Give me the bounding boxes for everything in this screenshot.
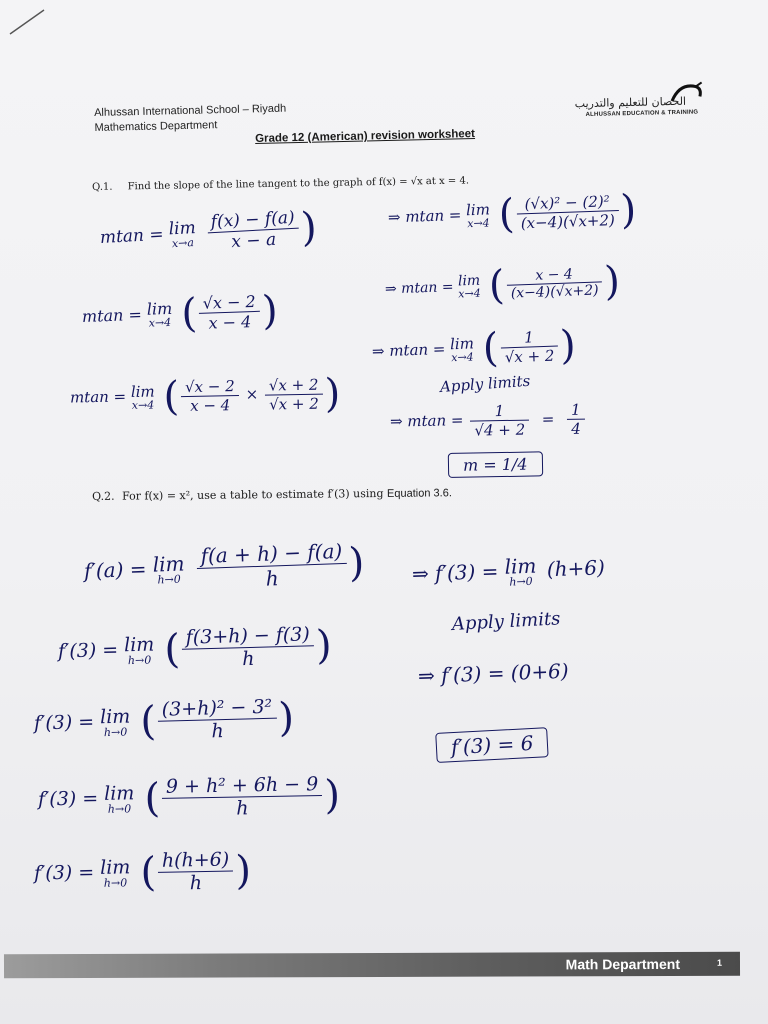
question-1-prompt: [92, 175, 469, 193]
q1-apply-limits: Apply limits: [439, 371, 531, 396]
pencil-mark-icon: [8, 6, 48, 36]
logo-english-text: ALHUSSAN EDUCATION & TRAINING: [585, 109, 699, 119]
q1-step-left-1: mtan = lim x→a $\frac{f(x) - f(a)}{x - a}$ ): [99, 204, 318, 253]
question-2-text-b: use a table to estimate f′(3) using: [197, 486, 384, 502]
question-2-number: Q.2.: [92, 489, 115, 503]
question-2-text-a: For f(x) = x²,: [121, 488, 194, 503]
page-footer: [4, 952, 740, 979]
page-number: 1: [716, 957, 723, 968]
q1-step-left-3: mtan = lim x→4 ( $\frac{√x - 2}{x - 4}$ × $\frac{√x + 2}{√x + 2}$ ): [69, 370, 341, 420]
q2-step-left-4: f′(3) = lim h→0 ( $\frac{\text{9 + h² + 6h − 9}}{h}$ ): [37, 772, 341, 822]
school-header: [94, 102, 287, 136]
q2-step-left-3: f′(3) = lim h→0 ( $\frac{\text{(3+h)² − 3²}}{h}$ ): [33, 694, 295, 745]
question-2-text-c: Equation 3.6.: [386, 487, 452, 500]
question-2-prompt: [92, 486, 452, 503]
q1-final-step: ⇒ mtan = $\frac{1}{√4 + 2}$ = $\frac{1}{4}$: [390, 401, 587, 441]
q2-step-right-1: ⇒ f′(3) = lim h→0 (h+6): [411, 553, 606, 589]
school-logo: [556, 78, 707, 123]
q2-answer-box: [435, 730, 549, 760]
q1-step-right-2: ⇒ mtan = lim x→4 ( $\frac{x - 4}{(x-4)(√x+2)}$ ): [384, 258, 621, 309]
footer-label: Math Department: [565, 955, 681, 973]
q2-apply-limits: Apply limits: [451, 608, 561, 635]
school-name: Alhussan International School – Riyadh: [94, 102, 287, 119]
q2-step-right-2: ⇒ f′(3) = (0+6): [417, 658, 570, 688]
q1-step-right-3: ⇒ mtan = lim x→4 ( $\frac{1}{√x + 2}$ ): [371, 322, 577, 372]
q2-step-left-1: f′(a) = lim h→0 $\frac{f(a + h) - f(a)}{h}$ ): [83, 538, 366, 591]
q1-step-left-2: mtan = lim x→4 ( $\frac{√x - 2}{x - 4}$ ): [81, 287, 279, 338]
q1-answer: m = 1/4: [448, 451, 543, 478]
logo-arabic-text: الحصان للتعليم والتدريب: [574, 94, 687, 111]
q2-answer: f′(3) = 6: [435, 727, 549, 763]
question-1-text: Find the slope of the line tangent to the graph of f(x) = √x at x = 4.: [127, 175, 470, 193]
q2-step-left-2: f′(3) = lim h→0 ( $\frac{f(3+h) - f(3)}{h}$ ): [57, 622, 333, 673]
q2-step-left-5: f′(3) = lim h→0 ( $\frac{h(h+6)}{h}$ ): [33, 847, 252, 896]
worksheet-title: Grade 12 (American) revision worksheet: [255, 128, 476, 145]
department-name: Mathematics Department: [94, 119, 218, 134]
q1-answer-box: [448, 454, 543, 475]
question-1-number: Q.1.: [92, 181, 113, 193]
q1-step-right-1: ⇒ mtan = lim x→4 ( $\frac{\text{(√x)² − (2)²}}{(x-4)(√x+2)}$ ): [387, 186, 637, 238]
